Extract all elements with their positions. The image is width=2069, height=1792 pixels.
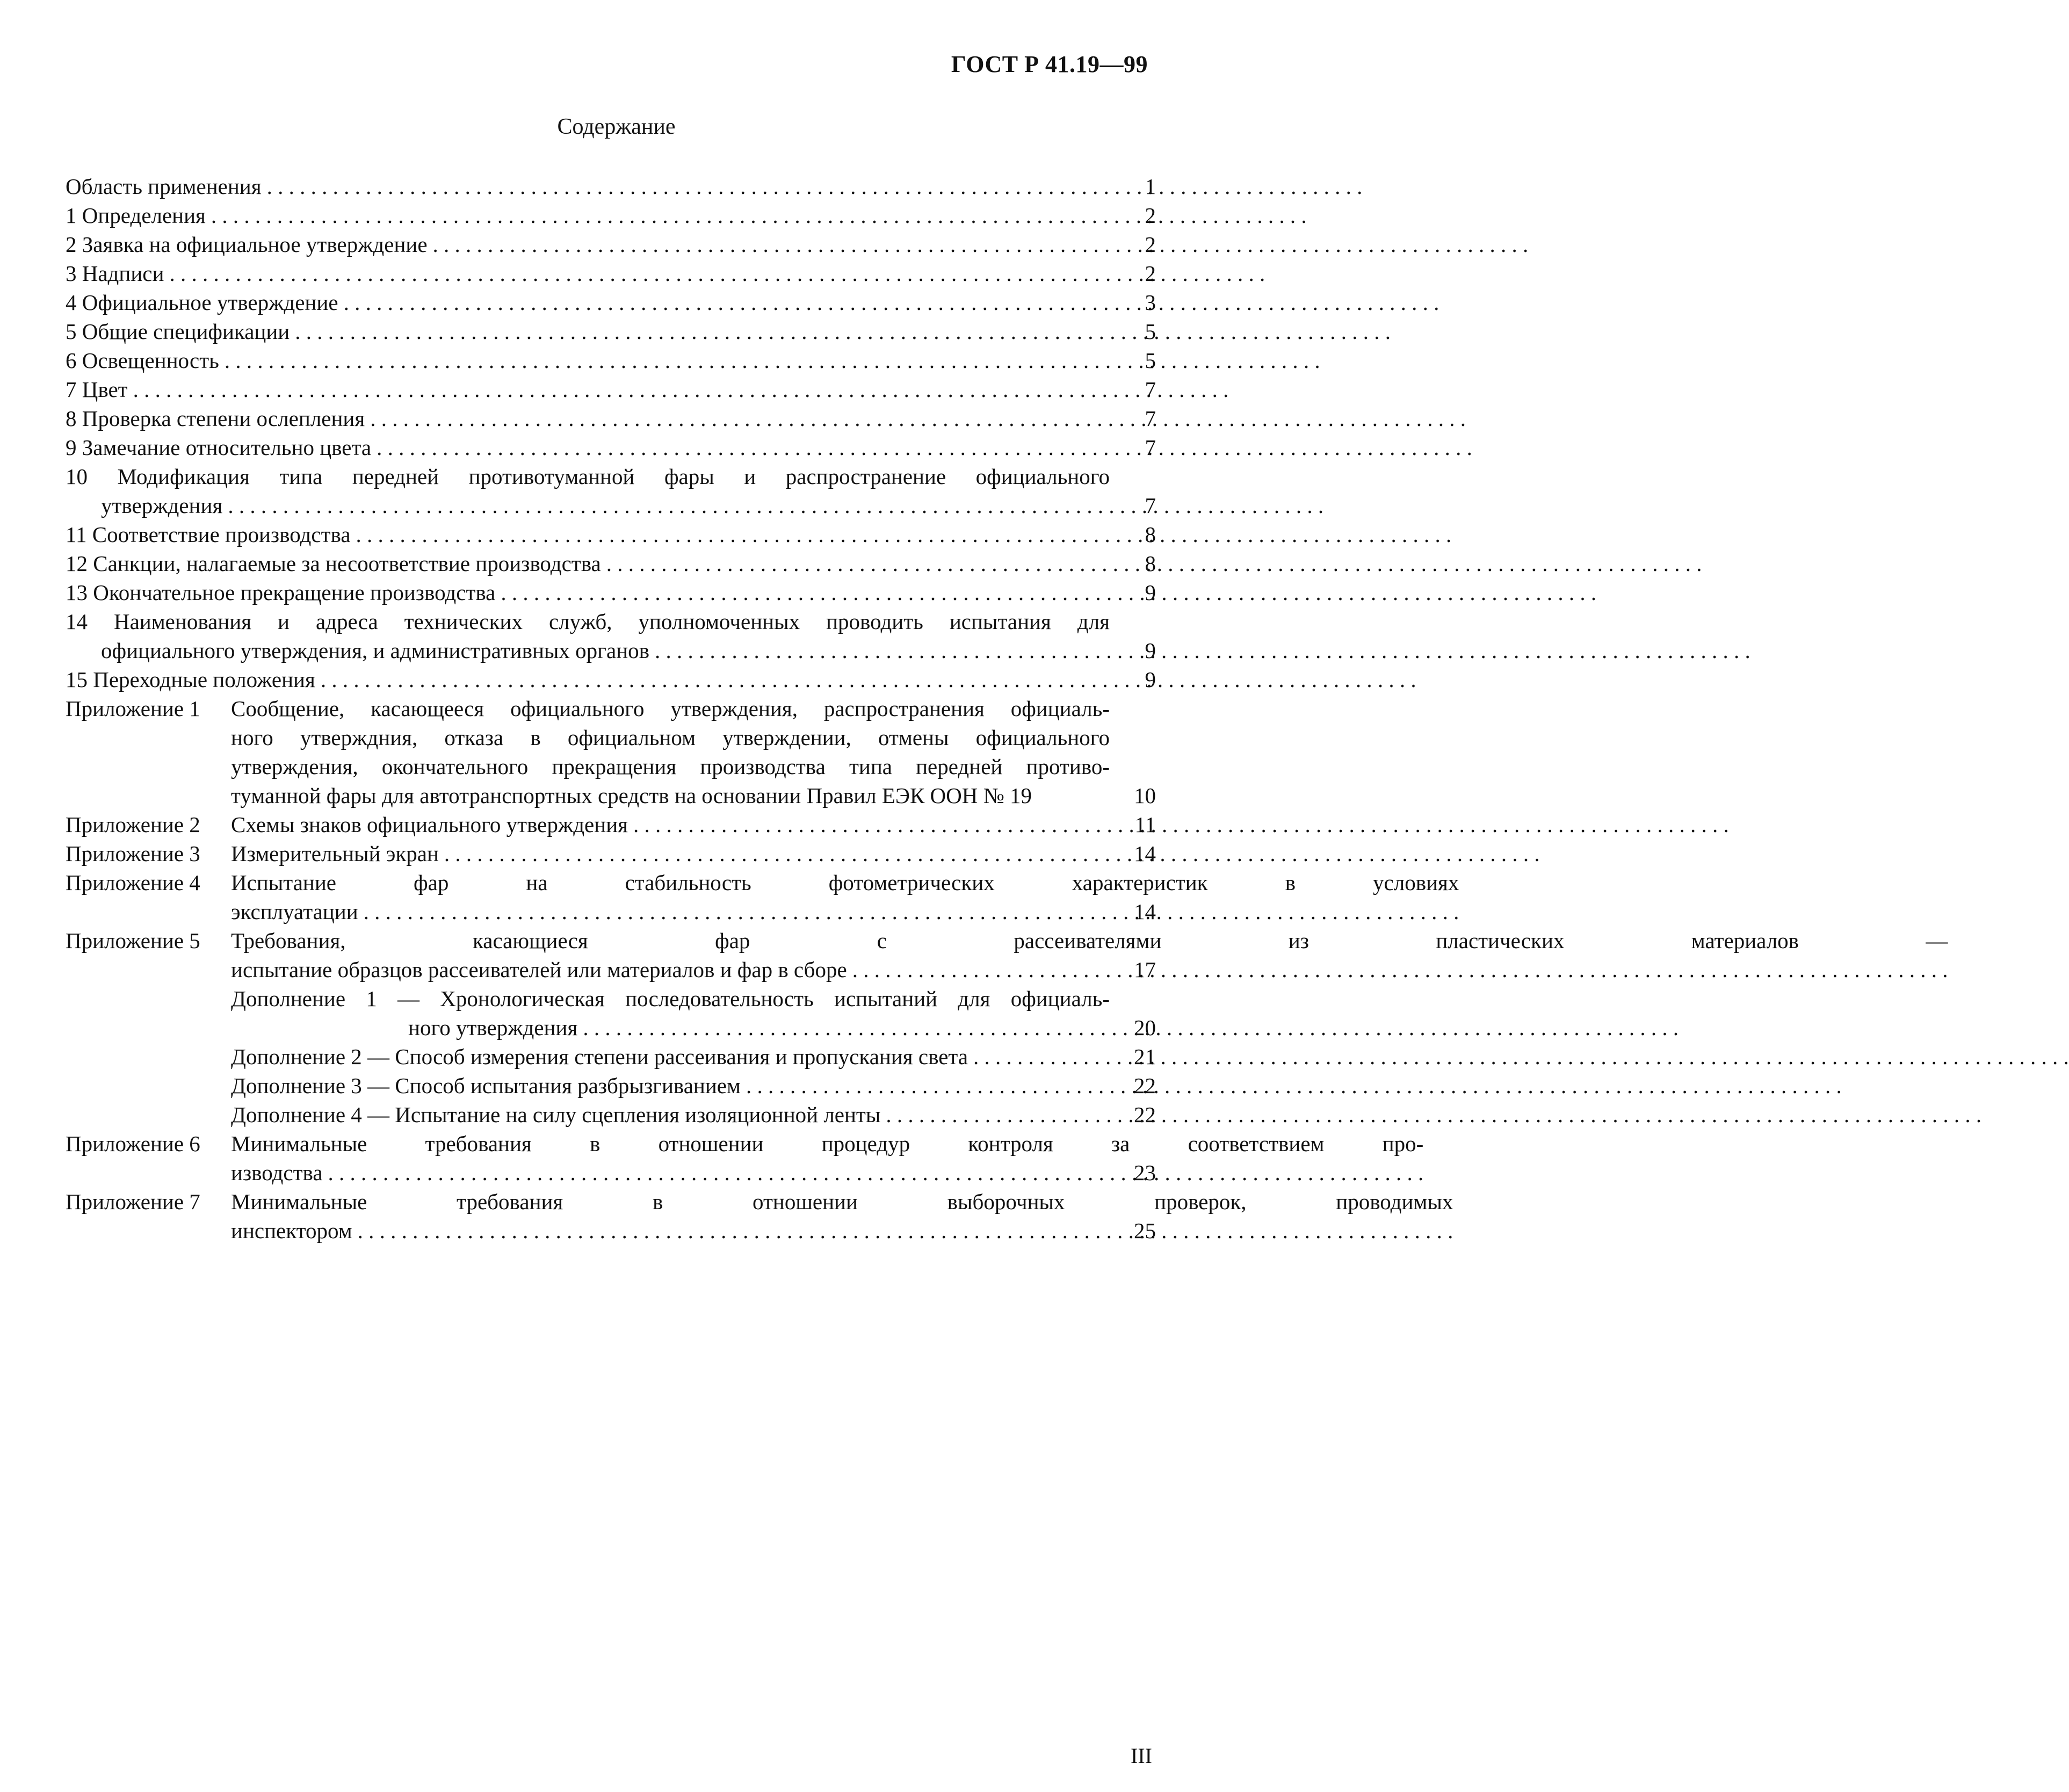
appendix-label: Приложение 1 (66, 696, 200, 721)
toc-entry (66, 375, 1156, 404)
toc-entry-label (66, 172, 1110, 201)
toc-entry-continuation (66, 636, 1110, 665)
toc-entry-page: 8 (1145, 522, 1156, 547)
dot-leader (328, 1158, 1424, 1187)
toc-entry-label (66, 404, 1110, 433)
toc-entry-page: 7 (1145, 435, 1156, 460)
dot-leader (321, 665, 1416, 694)
dot-leader (501, 578, 1596, 607)
appendix-page: 23 (1134, 1160, 1156, 1185)
toc-entry-label (66, 549, 1110, 578)
toc-entry-label-text: 12 Санкции, налагаемые за несоответствие производства (66, 551, 601, 576)
supplement-page: 22 (1134, 1102, 1156, 1127)
supplement-page: 22 (1134, 1073, 1156, 1098)
supplement-entry (66, 1100, 1156, 1129)
toc-entry-page: 5 (1145, 319, 1156, 344)
toc-entry (66, 665, 1156, 694)
appendix-label: Приложение 3 (66, 841, 200, 866)
appendix-entry (66, 810, 1156, 839)
toc-entry-page: 3 (1145, 290, 1156, 315)
toc-entry-label-text: 6 Освещенность (66, 348, 219, 373)
supplement-continuation-text: ного утверждения (408, 1015, 578, 1040)
appendix-label: Приложение 4 (66, 870, 200, 895)
dot-leader (169, 259, 1265, 288)
toc-entry-page: 7 (1145, 406, 1156, 431)
toc-entry (66, 607, 1156, 665)
toc-entry-continuation (66, 491, 1110, 520)
supplement-entry (66, 1042, 1156, 1071)
appendix-label: Приложение 7 (66, 1189, 200, 1214)
toc-entry-page: 9 (1145, 667, 1156, 692)
dot-leader (228, 491, 1323, 520)
appendix-entry (66, 694, 1156, 810)
dot-leader (358, 1216, 1453, 1245)
toc-entry-label (66, 259, 1110, 288)
toc-entry-label-text: Область применения (66, 174, 262, 199)
dot-leader (364, 897, 1459, 926)
appendix-label: Приложение 6 (66, 1131, 200, 1156)
dot-leader (377, 433, 1472, 462)
dot-leader (133, 375, 1229, 404)
toc-entry-page: 2 (1145, 203, 1156, 228)
toc-entry-page: 7 (1145, 377, 1156, 402)
table-of-contents (66, 172, 1948, 1245)
dot-leader (295, 317, 1391, 346)
dot-leader (433, 230, 1529, 259)
appendix-entry (66, 1187, 1453, 1245)
appendix-entry (66, 868, 1459, 926)
toc-entry (66, 462, 1156, 520)
toc-entry (66, 259, 1156, 288)
toc-entry (66, 433, 1156, 462)
supplement-page: 20 (1134, 1015, 1156, 1040)
appendix-line-text: испытание образцов рассеивателей или материалов и фар в сборе (231, 957, 847, 982)
toc-entry-page: 2 (1145, 261, 1156, 286)
toc-entry-continuation-text: официального утверждения, и административных органов (101, 638, 649, 663)
appendix-label: Приложение 5 (66, 928, 200, 953)
toc-entry-page: 5 (1145, 348, 1156, 373)
toc-entry-label: 10 Модификация типа передней противотуманной фары и распространение официального (66, 464, 1110, 489)
toc-entry-label-text: 9 Замечание относительно цвета (66, 435, 372, 460)
appendix-entry (66, 1129, 1424, 1187)
appendix-line: утверждения, окончательного прекращения производства типа передней противо- (231, 754, 1110, 779)
document-code: ГОСТ Р 41.19—99 (951, 51, 1148, 77)
dot-leader (444, 839, 1540, 868)
toc-entry (66, 346, 1156, 375)
toc-entry-label-text: 4 Официальное утверждение (66, 290, 338, 315)
toc-entry-label (66, 520, 1110, 549)
appendix-line (231, 810, 1729, 839)
toc-entry (66, 172, 1156, 201)
appendix-line: ного утверждния, отказа в официальном утверждении, отмены официального (231, 725, 1110, 750)
appendix-line: Минимальные требования в отношении процедур контроля за соответствием про- (231, 1131, 1424, 1156)
appendix-line (231, 839, 1540, 868)
toc-entry-label-text: 13 Окончательное прекращение производства (66, 580, 496, 605)
toc-entry-label-text: 7 Цвет (66, 377, 128, 402)
toc-entry-continuation-text: утверждения (101, 493, 223, 518)
toc-entry-label-text: 11 Соответствие производства (66, 522, 351, 547)
appendix-line (231, 1158, 1423, 1187)
toc-entry-page: 7 (1145, 493, 1156, 518)
toc-entry-label-text: 2 Заявка на официальное утверждение (66, 232, 428, 257)
appendix-line-text: Схемы знаков официального утверждения (231, 812, 628, 837)
appendix-page: 25 (1134, 1218, 1156, 1243)
toc-entry-page: 9 (1145, 580, 1156, 605)
appendix-label: Приложение 2 (66, 812, 200, 837)
toc-entry (66, 230, 1156, 259)
supplement-label (231, 1071, 1110, 1100)
toc-entry (66, 201, 1156, 230)
toc-title: Содержание (557, 114, 676, 139)
supplement-label-text: Дополнение 3 — Способ испытания разбрызгиванием (231, 1073, 741, 1098)
appendix-line: Сообщение, касающееся официального утверждения, распространения официаль- (231, 696, 1110, 721)
appendix-line: Испытание фар на стабильность фотометрических характеристик в условиях (231, 870, 1459, 895)
toc-entry-label (66, 230, 1110, 259)
toc-entry (66, 288, 1156, 317)
appendix-line: туманной фары для автотранспортных средств на основании Правил ЕЭК ООН № 19 (231, 783, 1032, 808)
supplement-entry (66, 984, 1156, 1042)
toc-entry-label-text: 15 Переходные положения (66, 667, 315, 692)
toc-entry (66, 317, 1156, 346)
toc-entry (66, 520, 1156, 549)
appendix-entry (66, 839, 1156, 868)
dot-leader (633, 810, 1729, 839)
toc-entry-label (66, 317, 1110, 346)
supplement-label-text: Дополнение 4 — Испытание на силу сцепления изоляционной ленты (231, 1102, 881, 1127)
appendix-line: Требования, касающиеся фар с рассеивателями из пластических материалов — (231, 928, 1948, 953)
appendix-line (231, 1216, 1453, 1245)
dot-leader (746, 1071, 1842, 1100)
toc-entry-label (66, 665, 1110, 694)
page-number: III (1131, 1744, 1152, 1768)
supplement-page: 21 (1134, 1044, 1156, 1069)
dot-leader (267, 172, 1363, 201)
dot-leader (370, 404, 1466, 433)
supplement-label-text: Дополнение 2 — Способ измерения степени рассеивания и пропускания света (231, 1044, 968, 1069)
toc-entry-page: 8 (1145, 551, 1156, 576)
toc-entry-label (66, 346, 1110, 375)
toc-entry-label-text: 1 Определения (66, 203, 206, 228)
appendix-page: 10 (1134, 783, 1156, 808)
appendix-line: Минимальные требования в отношении выборочных проверок, проводимых (231, 1189, 1453, 1214)
dot-leader (344, 288, 1439, 317)
toc-entry-label (66, 375, 1110, 404)
appendix-page: 14 (1134, 841, 1156, 866)
supplement-continuation (231, 1013, 1110, 1042)
dot-leader (852, 955, 1948, 984)
toc-entry (66, 549, 1156, 578)
toc-entry-label (66, 288, 1110, 317)
appendix-entry (66, 926, 1948, 984)
toc-entry (66, 578, 1156, 607)
appendix-page: 14 (1134, 899, 1156, 924)
toc-entry-label-text: 5 Общие спецификации (66, 319, 290, 344)
toc-entry (66, 404, 1156, 433)
toc-entry-label (66, 578, 1110, 607)
toc-entry-label-text: 8 Проверка степени ослепления (66, 406, 365, 431)
toc-entry-label: 14 Наименования и адреса технических служб, уполномоченных проводить испытания для (66, 609, 1110, 634)
supplement-label: Дополнение 1 — Хронологическая последовательность испытаний для официаль- (231, 986, 1110, 1011)
dot-leader (356, 520, 1452, 549)
appendix-page: 11 (1134, 812, 1156, 837)
toc-entry-label (66, 201, 1110, 230)
supplement-label (231, 1100, 1110, 1129)
appendix-page: 17 (1134, 957, 1156, 982)
appendix-line-text: эксплуатации (231, 899, 358, 924)
dot-leader (655, 636, 1750, 665)
dot-leader (886, 1100, 1981, 1129)
appendix-line (231, 955, 1948, 984)
appendix-line-text: Измерительный экран (231, 841, 439, 866)
supplement-label (231, 1042, 1110, 1071)
toc-entry-page: 1 (1145, 174, 1156, 199)
appendix-line-text: инспектором (231, 1218, 352, 1243)
appendix-line (231, 897, 1459, 926)
toc-entry-label (66, 433, 1110, 462)
supplement-entry (66, 1071, 1156, 1100)
toc-entry-page: 2 (1145, 232, 1156, 257)
appendix-line-text: изводства (231, 1160, 323, 1185)
toc-entry-page: 9 (1145, 638, 1156, 663)
toc-entry-label-text: 3 Надписи (66, 261, 164, 286)
